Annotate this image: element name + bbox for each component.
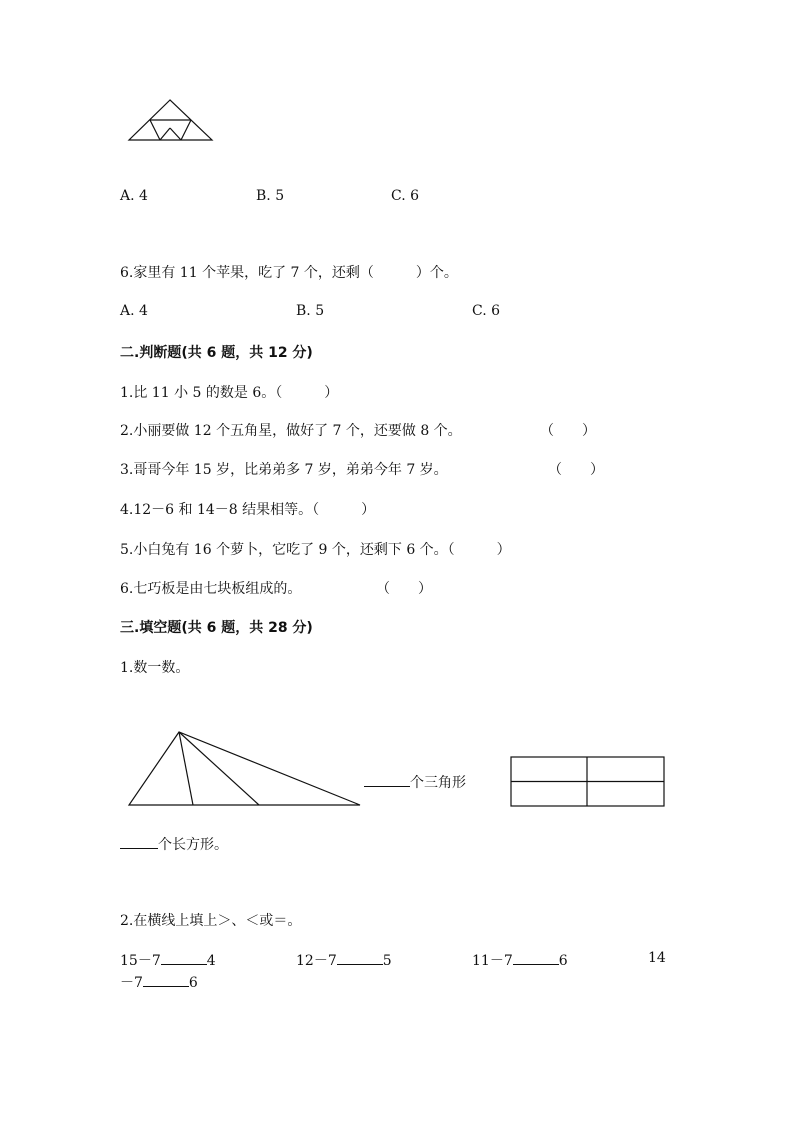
judge-item-4: 4.12－6 和 14－8 结果相等。（ ）	[120, 502, 376, 518]
compare-right: 6	[188, 975, 198, 991]
compare-left: 11－7	[472, 953, 513, 969]
judge-item-5: 5.小白兔有 16 个萝卜，它吃了 9 个，还剩下 6 个。（ ）	[120, 542, 511, 558]
judge-item-3: 3.哥哥今年 15 岁，比弟弟多 7 岁，弟弟今年 7 岁。	[120, 462, 448, 478]
judge-item-2-bracket[interactable]: （ ）	[540, 423, 596, 439]
triangle-count-suffix: 个三角形	[410, 775, 466, 791]
fill-question-1: 1.数一数。	[120, 660, 190, 676]
q6-option-b[interactable]: B. 5	[296, 303, 325, 319]
compare-right: 4	[206, 953, 216, 969]
compare-right: 5	[382, 953, 392, 969]
compare-blank[interactable]	[161, 963, 207, 965]
judge-item-6: 6.七巧板是由七块板组成的。	[120, 581, 302, 597]
rectangle-count-blank[interactable]	[120, 847, 158, 849]
judge-item-3-bracket[interactable]: （ ）	[548, 462, 604, 478]
compare-left: 12－7	[296, 953, 337, 969]
compare-blank[interactable]	[337, 963, 383, 965]
compare-item-3[interactable]	[472, 950, 568, 970]
compare-item-1[interactable]	[120, 950, 216, 970]
compare-right: 6	[558, 953, 568, 969]
option-b[interactable]: B. 5	[256, 188, 285, 204]
compare-item-4[interactable]	[120, 972, 198, 992]
compare-item-2[interactable]	[296, 950, 392, 970]
rectangle-count-suffix: 个长方形。	[158, 837, 228, 853]
q6-option-c[interactable]: C. 6	[472, 303, 501, 319]
compare-left: －7	[120, 975, 143, 991]
judge-item-1: 1.比 11 小 5 的数是 6。（ ）	[120, 385, 339, 401]
compare-left: 15－7	[120, 953, 161, 969]
question-6: 6.家里有 11 个苹果，吃了 7 个，还剩（ ）个。	[120, 265, 458, 281]
rectangle-count-answer[interactable]	[120, 834, 228, 854]
judge-item-6-bracket[interactable]: （ ）	[376, 581, 432, 597]
triangle-count-answer[interactable]	[364, 772, 466, 792]
section-3-title: 三.填空题(共 6 题，共 28 分)	[120, 620, 313, 636]
triangle-count-blank[interactable]	[364, 785, 410, 787]
option-a[interactable]: A. 4	[120, 188, 148, 204]
rectangle-grid-figure	[510, 756, 666, 808]
q6-option-a[interactable]: A. 4	[120, 303, 148, 319]
compare-blank[interactable]	[513, 963, 559, 965]
option-c[interactable]: C. 6	[391, 188, 420, 204]
compare-blank[interactable]	[143, 985, 189, 987]
fill-question-2: 2.在横线上填上＞、＜或＝。	[120, 913, 302, 929]
judge-item-2: 2.小丽要做 12 个五角星，做好了 7 个，还要做 8 个。	[120, 423, 462, 439]
split-triangle-figure	[128, 730, 368, 810]
section-2-title: 二.判断题(共 6 题，共 12 分)	[120, 345, 313, 361]
nested-triangle-figure	[128, 98, 218, 144]
compare-item-4-start: 14	[648, 950, 666, 966]
